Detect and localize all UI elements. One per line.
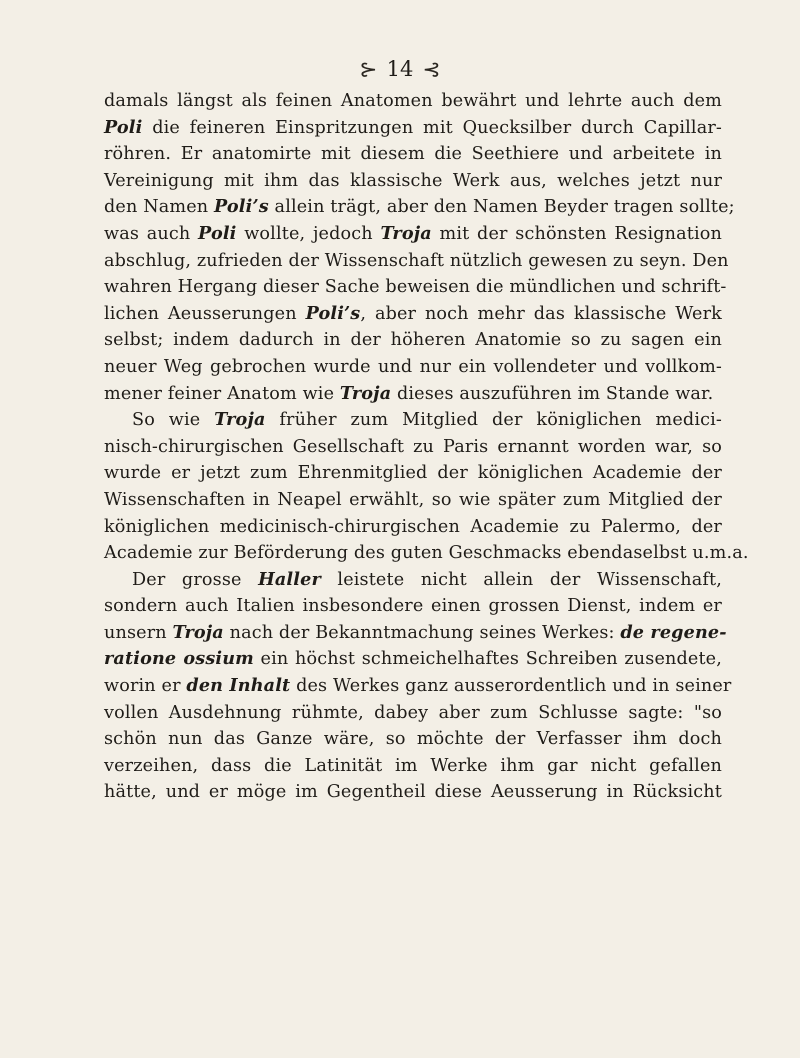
emphasized-text: den Inhalt: [186, 675, 291, 697]
text-line: [104, 700, 722, 727]
emphasized-text: Poli: [104, 116, 143, 138]
text-line: [104, 221, 722, 248]
text-run: allein trägt, aber den Namen Beyder tragen sollte;: [268, 197, 735, 218]
text-line: [104, 620, 727, 647]
text-run: wurde er jetzt zum Ehrenmitglied der königlichen Academie der: [104, 463, 722, 484]
text-run: nach der Bekanntmachung seines Werkes:: [223, 622, 621, 643]
text-line: [104, 567, 722, 594]
text-run: ein höchst schmeichelhaftes Schreiben zusendete,: [253, 649, 722, 670]
text-run: selbst; indem dadurch in der höheren Anatomie so zu sagen ein: [104, 330, 722, 351]
emphasized-text: Poli’s: [305, 302, 361, 324]
text-run: leistete nicht allein der Wissenschaft,: [320, 569, 722, 590]
text-run: die feineren Einspritzungen mit Quecksilber durch Capillar-: [142, 117, 722, 138]
emphasized-text: Haller: [258, 568, 321, 590]
emphasized-text: Troja: [172, 621, 224, 643]
text-run: den Namen: [104, 197, 215, 218]
text-line: [104, 779, 722, 806]
text-run: schön nun das Ganze wäre, so möchte der Verfasser ihm doch: [104, 729, 722, 750]
text-line: [104, 327, 722, 354]
text-line: [104, 141, 722, 168]
emphasized-text: ratione ossium: [104, 648, 254, 670]
text-run: mit der schönsten Resignation: [431, 223, 722, 244]
text-line: [104, 274, 727, 301]
text-run: dieses auszuführen im Stande war.: [391, 383, 714, 404]
text-run: vollen Ausdehnung rühmte, dabey aber zum Schlusse sagte: "so: [104, 702, 722, 723]
text-run: röhren. Er anatomirte mit diesem die Seethiere und arbeitete in: [104, 144, 722, 165]
text-line: [104, 354, 722, 381]
text-run: , aber noch mehr das klassische Werk: [360, 303, 722, 324]
emphasized-text: de regene-: [620, 621, 727, 643]
emphasized-text: Troja: [214, 409, 266, 431]
text-line: [104, 646, 722, 673]
page-header: [0, 56, 800, 82]
text-run: abschlug, zufrieden der Wissenschaft nützlich gewesen zu seyn. Den: [104, 250, 729, 271]
text-run: worin er: [104, 676, 187, 697]
text-run: lichen Aeusserungen: [104, 303, 306, 324]
page-number: 14: [386, 57, 414, 81]
text-line: [104, 168, 722, 195]
text-line: [104, 301, 722, 328]
text-line: [104, 194, 735, 221]
text-run: königlichen medicinisch-chirurgischen Academie zu Palermo, der: [104, 516, 722, 537]
text-run: unsern: [104, 622, 173, 643]
text-line: [104, 540, 749, 567]
text-run: was auch: [104, 223, 199, 244]
text-line: [104, 115, 722, 142]
text-line: [104, 753, 722, 780]
text-run: Wissenschaften in Neapel erwählt, so wie später zum Mitglied der: [104, 489, 722, 510]
text-line: [104, 487, 722, 514]
emphasized-text: Troja: [339, 382, 392, 404]
text-run: Der grosse: [132, 569, 259, 590]
emphasized-text: Poli’s: [214, 196, 269, 218]
text-line: [104, 514, 722, 541]
text-run: früher zum Mitglied der königlichen medici-: [265, 410, 722, 431]
emphasized-text: Troja: [380, 222, 432, 244]
text-run: hätte, und er möge im Gegentheil diese Aeusserung in Rücksicht: [104, 782, 722, 803]
text-run: wahren Hergang dieser Sache beweisen die mündlichen und schrift-: [104, 277, 727, 298]
text-line: [104, 434, 722, 461]
text-line: [104, 673, 732, 700]
body-text: [104, 88, 749, 806]
text-run: wollte, jedoch: [236, 223, 381, 244]
text-run: mener feiner Anatom wie: [104, 383, 340, 404]
text-line: [104, 407, 722, 434]
text-line: [104, 381, 722, 408]
text-line: [104, 726, 722, 753]
text-run: des Werkes ganz ausserordentlich und in seiner: [290, 676, 732, 697]
text-line: [104, 593, 722, 620]
text-run: Academie zur Beförderung des guten Geschmacks ebendaselbst u.m.a.: [104, 543, 749, 564]
text-run: sondern auch Italien insbesondere einen grossen Dienst, indem er: [104, 596, 722, 617]
emphasized-text: Poli: [198, 222, 237, 244]
text-line: [104, 248, 729, 275]
text-run: neuer Weg gebrochen wurde und nur ein vollendeter und vollkom-: [104, 356, 722, 377]
text-line: [104, 460, 722, 487]
text-run: damals längst als feinen Anatomen bewährt und lehrte auch dem: [104, 91, 722, 111]
text-run: nisch-chirurgischen Gesellschaft zu Paris ernannt worden war, so: [104, 436, 722, 457]
ornament-right-icon: ⊱: [422, 57, 441, 81]
text-line: [104, 88, 722, 115]
text-run: verzeihen, dass die Latinität im Werke ihm gar nicht gefallen: [104, 755, 722, 776]
text-run: Vereinigung mit ihm das klassische Werk aus, welches jetzt nur: [104, 170, 722, 191]
ornament-left-icon: ⊱: [359, 57, 378, 81]
text-run: So wie: [132, 410, 215, 431]
